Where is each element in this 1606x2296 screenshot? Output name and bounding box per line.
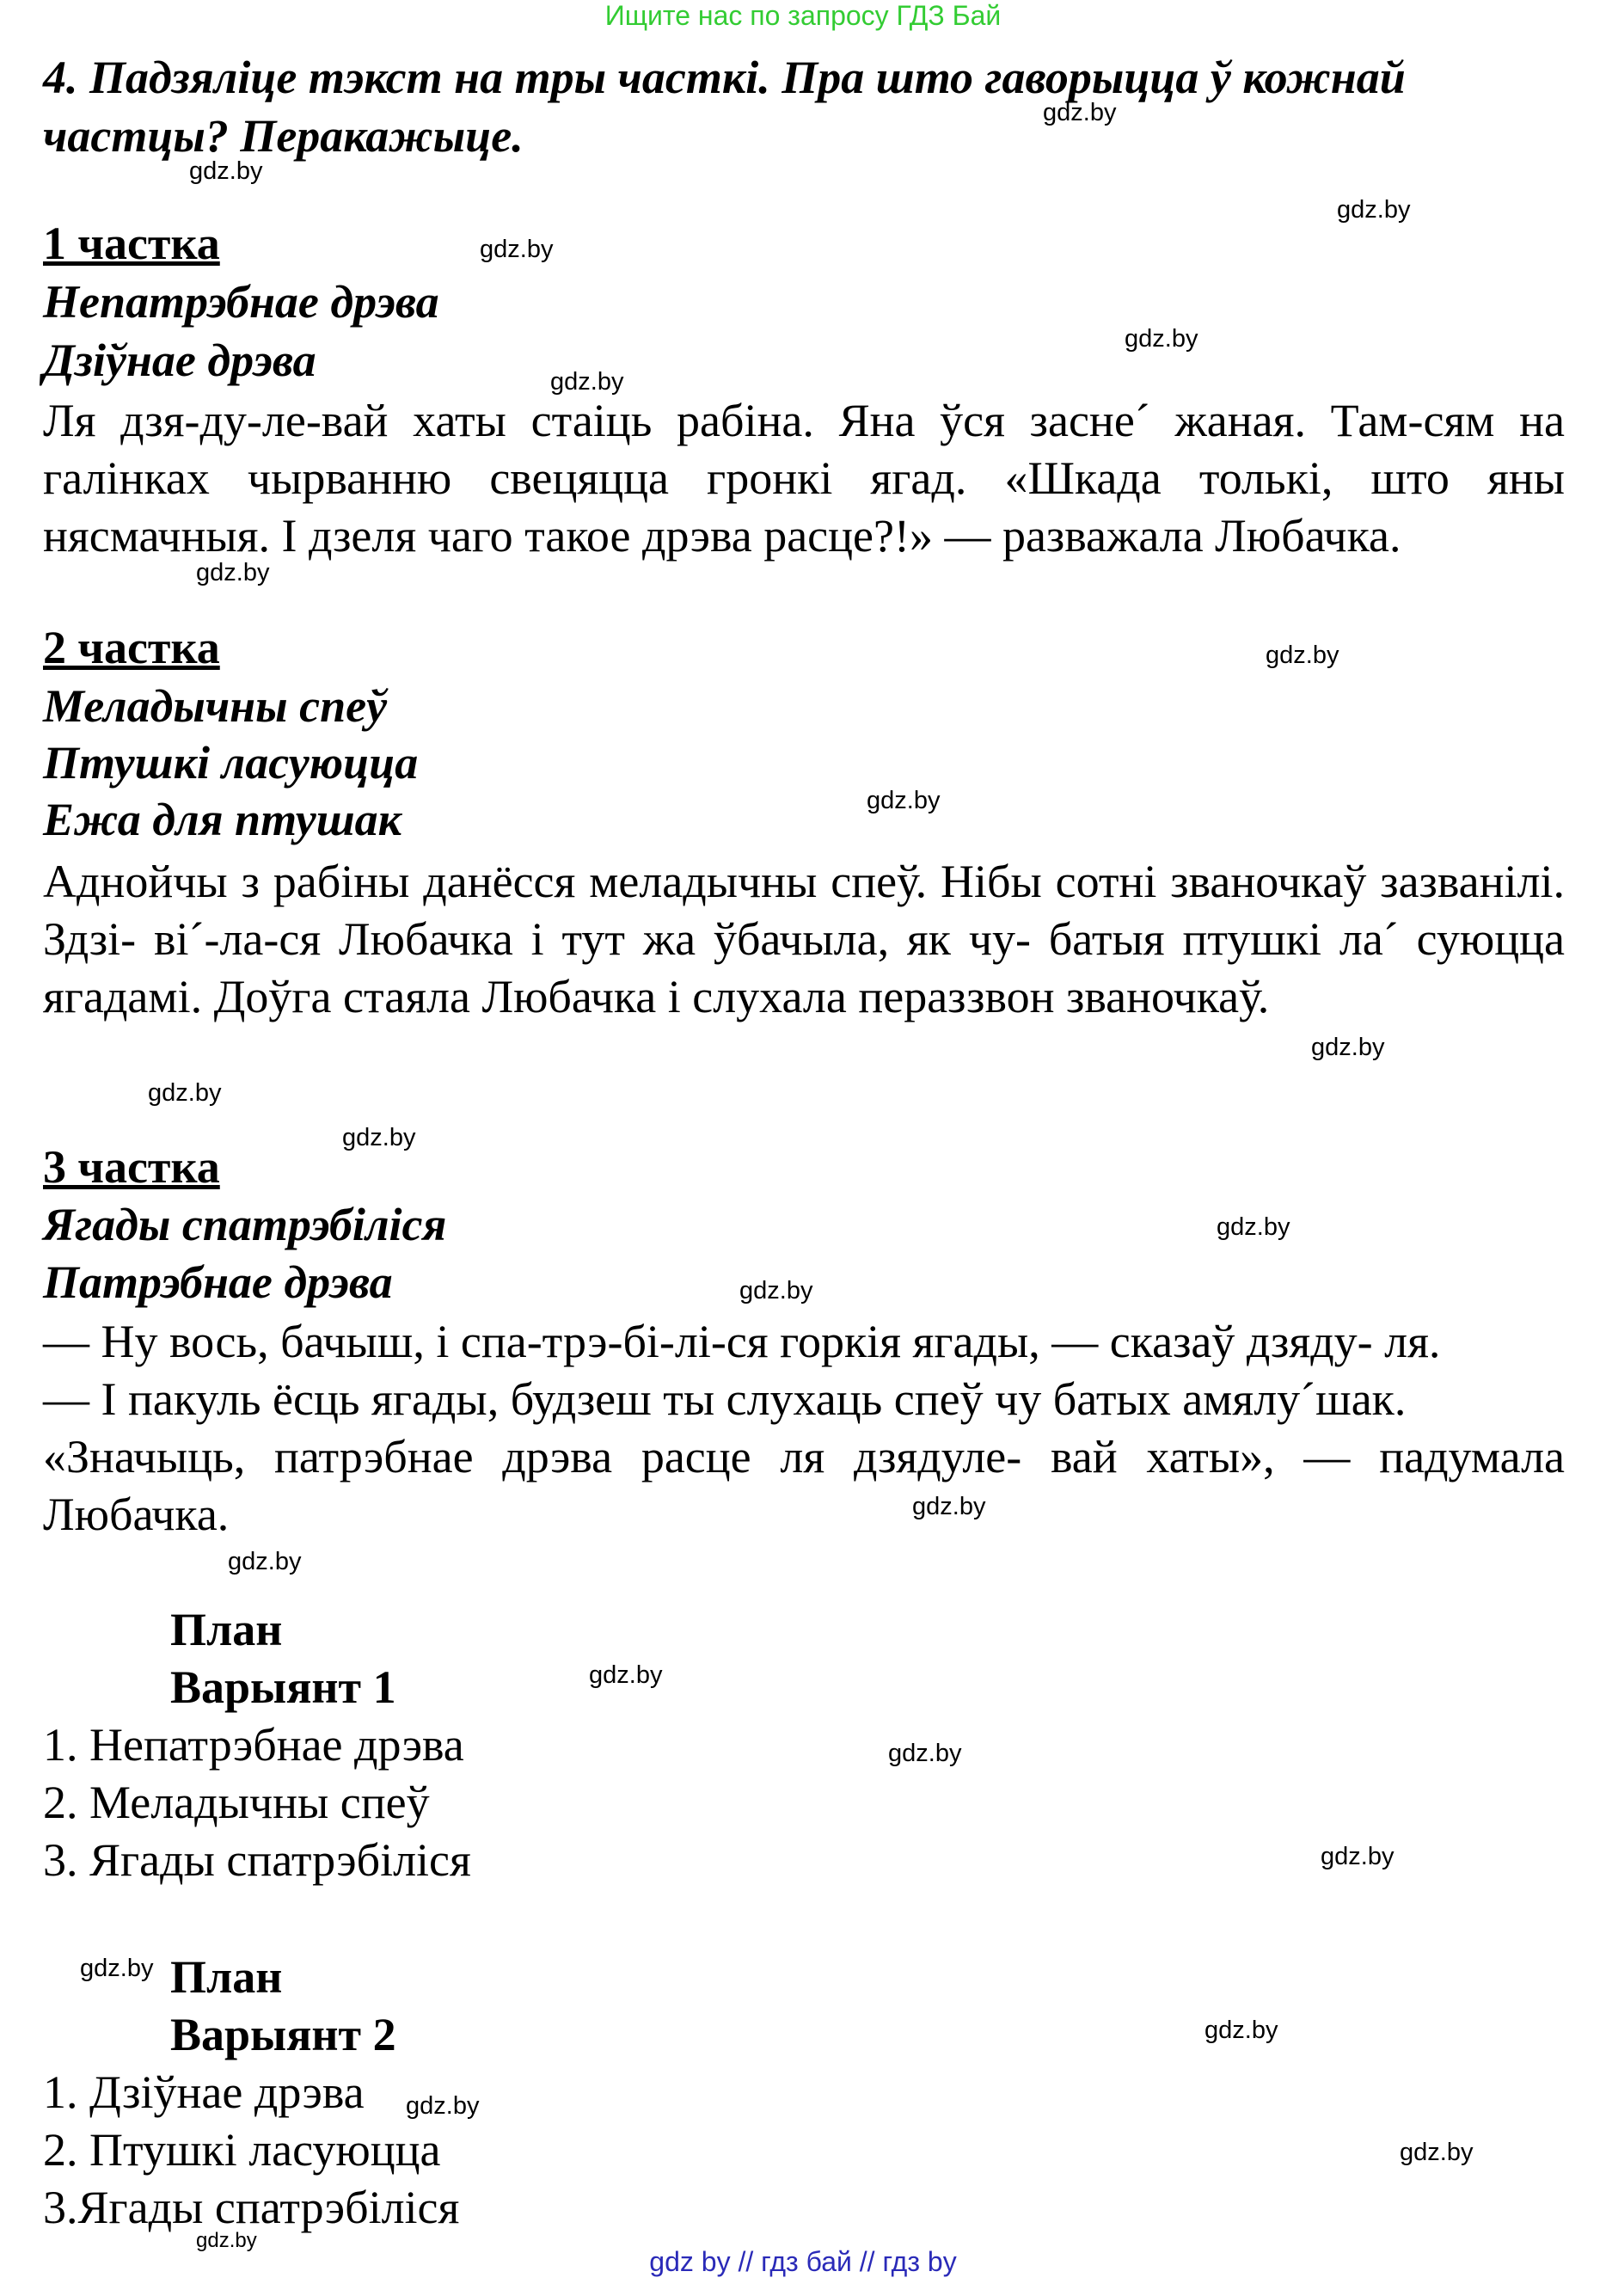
part-3-title-1: Ягады спатрэбіліся (43, 1199, 447, 1250)
watermark: gdz.by (196, 2229, 257, 2252)
part-3-title-2: Патрэбнае дрэва (43, 1256, 393, 1308)
watermark: gdz.by (739, 1277, 813, 1305)
plan-1-variant: Варыянт 1 (170, 1661, 396, 1713)
watermark: gdz.by (912, 1493, 986, 1520)
watermark: gdz.by (480, 236, 554, 263)
part-2-title-2: Птушкі ласуюцца (43, 737, 419, 789)
watermark: gdz.by (1266, 642, 1339, 669)
plan-2-item-1: 1. Дзіўнае дрэва (43, 2066, 365, 2118)
watermark: gdz.by (589, 1661, 663, 1689)
plan-1-item-3: 3. Ягады спатрэбіліся (43, 1834, 471, 1886)
part-3-line-3: «Значыць, патрэбнае дрэва расце ля дзядуле- вай хаты», — падумала Любачка. (43, 1431, 1565, 1540)
plan-2-variant: Варыянт 2 (170, 2009, 396, 2060)
watermark: gdz.by (867, 787, 941, 814)
watermark: gdz.by (888, 1740, 962, 1767)
part-2-title-1: Меладычны спеў (43, 680, 388, 732)
plan-2-title: План (170, 1951, 283, 2003)
watermark: gdz.by (406, 2092, 480, 2120)
part-1-text: Ля дзя-ду-ле-вай хаты стаіць рабіна. Яна ўся засне´ жаная. Там-сям на галінках чырванню свецяцца гронкі ягад. «Шкада толькі, што яны нясмачныя. І дзеля чаго такое дрэва расце?!» — разважала Любачка. (43, 395, 1565, 562)
watermark: gdz.by (1400, 2139, 1474, 2166)
part-2-text: Аднойчы з рабіны данёсся меладычны спеў. Нібы сотні званочкаў зазванілі. Здзі- ві´-ла-ся Любачка і тут жа ўбачыла, як чу- батыя птушкі ла´ суюцца ягадамі. Доўга стаяла Любачка і слухала пераззвон званочкаў. (43, 856, 1565, 1022)
part-1-title-1: Непатрэбнае дрэва (43, 276, 439, 328)
plan-1-title: План (170, 1604, 283, 1655)
plan-1-item-2: 2. Меладычны спеў (43, 1777, 430, 1828)
part-3-line-1: — Ну вось, бачыш, і спа-трэ-бі-лі-ся горкія ягады, — сказаў дзяду- ля. (43, 1316, 1441, 1367)
watermark: gdz.by (196, 559, 270, 586)
watermark: gdz.by (1321, 1843, 1395, 1870)
part-2-heading: 2 частка (43, 622, 220, 673)
plan-1-item-1: 1. Непатрэбнае дрэва (43, 1719, 464, 1771)
watermark: gdz.by (1311, 1034, 1385, 1061)
watermark: gdz.by (148, 1079, 222, 1107)
watermark: gdz.by (80, 1955, 154, 1982)
watermark: gdz.by (1043, 99, 1117, 126)
plan-2-item-2: 2. Птушкі ласуюцца (43, 2124, 441, 2176)
footer-links[interactable]: gdz by // гдз бай // гдз by (649, 2246, 957, 2277)
watermark: gdz.by (1337, 196, 1411, 224)
task-statement: 4. Падзяліце тэкст на тры часткі. Пра што гаворыцца ў кожнай частцы? Перакажыце. (43, 52, 1406, 162)
watermark: gdz.by (189, 157, 263, 185)
part-2-title-3: Ежа для птушак (43, 794, 402, 845)
watermark: gdz.by (1125, 325, 1198, 353)
watermark: gdz.by (228, 1548, 302, 1575)
part-3-heading: 3 частка (43, 1141, 220, 1193)
watermark: gdz.by (342, 1124, 416, 1151)
part-1-heading: 1 частка (43, 218, 220, 269)
watermark: gdz.by (1217, 1213, 1290, 1241)
plan-2-item-3: 3.Ягады спатрэбіліся (43, 2182, 460, 2233)
watermark: gdz.by (550, 368, 624, 396)
search-banner[interactable]: Ищите нас по запросу ГДЗ Бай (604, 0, 1002, 31)
part-1-title-2: Дзіўнае дрэва (43, 335, 316, 386)
watermark: gdz.by (1204, 2017, 1278, 2044)
part-3-line-2: — І пакуль ёсць ягады, будзеш ты слухаць спеў чу батых амялу´шак. (43, 1373, 1407, 1425)
